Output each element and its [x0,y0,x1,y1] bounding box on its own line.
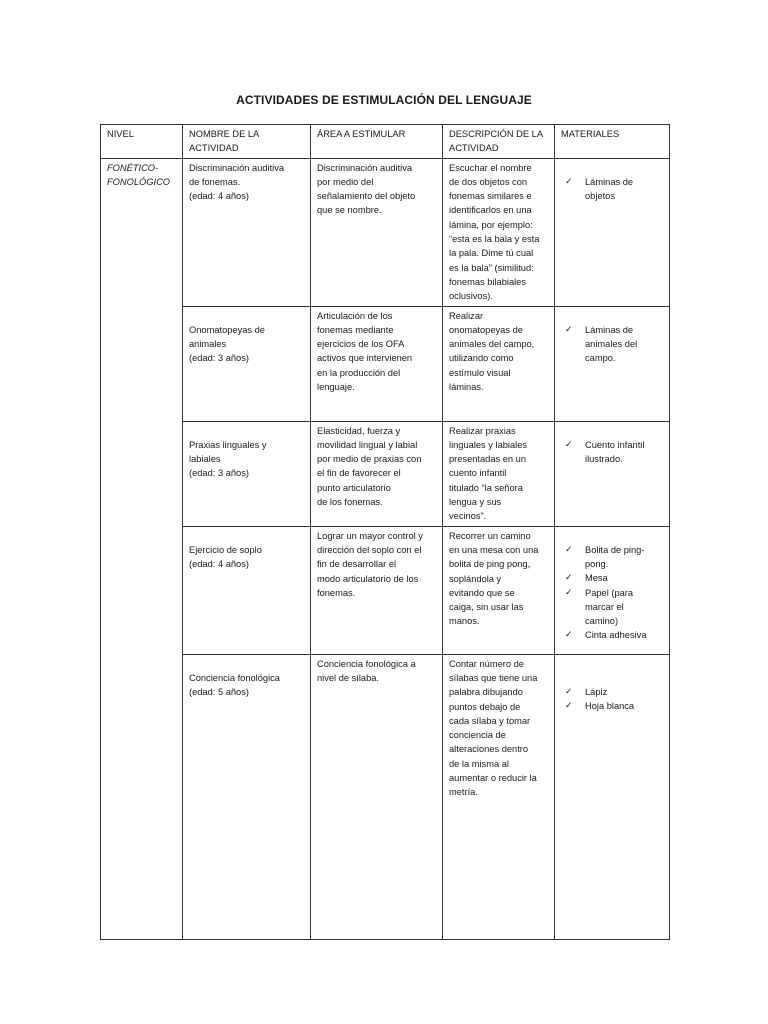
area-cell: Articulación de los fonemas mediante ejercicios de los OFA activos que intervienen en la producción del lenguaje. [311,306,443,421]
table-row [101,421,670,526]
material-item: ✓ Hoja blanca [565,699,663,713]
header-nombre: NOMBRE DE LA ACTIVIDAD [183,125,311,159]
material-item: ✓ Cinta adhesiva [565,628,663,642]
checkmark-icon: ✓ [565,700,573,711]
area-cell: Discriminación auditiva por medio del señalamiento del objeto que se nombre. [311,158,443,306]
materials-list [565,438,663,467]
materials-list [565,175,663,204]
checkmark-icon: ✓ [565,324,573,335]
material-item: ✓ Lápiz [565,685,663,699]
area-cell: Conciencia fonológica a nivel de sílaba. [311,654,443,939]
table-row [101,158,670,306]
document-title: ACTIVIDADES DE ESTIMULACIÓN DEL LENGUAJE [236,93,532,107]
checkmark-icon: ✓ [565,544,573,555]
materials-list [565,323,663,366]
nombre-cell: Onomatopeyas de animales (edad: 3 años) [183,306,311,421]
checkmark-icon: ✓ [565,686,573,697]
material-item: ✓ Láminas de objetos [565,176,634,201]
nombre-cell: Praxias linguales y labiales (edad: 3 años) [183,421,311,526]
material-item: ✓ Cuento infantil ilustrado. [565,439,645,464]
header-descripcion: DESCRIPCIÓN DE LA ACTIVIDAD [443,125,555,159]
material-item: ✓ Papel (para marcar el camino) [565,587,634,627]
header-nivel: NIVEL [101,125,183,159]
table-row [101,526,670,654]
table-row [101,654,670,939]
nombre-cell: Conciencia fonológica (edad: 5 años) [183,654,311,939]
activities-table [100,124,670,940]
checkmark-icon: ✓ [565,176,573,187]
table-header-row [101,125,670,159]
descripcion-cell: Realizar onomatopeyas de animales del campo, utilizando como estímulo visual láminas. [443,306,555,421]
materiales-cell [555,421,670,526]
material-item: ✓ Láminas de animales del campo. [565,324,638,364]
checkmark-icon: ✓ [565,439,573,450]
materiales-cell [555,654,670,939]
material-item: ✓ Mesa [565,571,663,585]
materiales-cell [555,158,670,306]
header-area: ÁREA A ESTIMULAR [311,125,443,159]
table-row [101,306,670,421]
materials-list [565,685,663,714]
area-cell: Elasticidad, fuerza y movilidad lingual y labial por medio de praxias con el fin de favorecer el punto articulatorio de los fonemas. [311,421,443,526]
area-cell: Lograr un mayor control y dirección del soplo con el fin de desarrollar el modo articulatorio de los fonemas. [311,526,443,654]
descripcion-cell: Recorrer un camino en una mesa con una bolita de ping pong, soplándola y evitando que se caiga, sin usar las manos. [443,526,555,654]
descripcion-cell: Realizar praxias linguales y labiales presentadas en un cuento infantil titulado “la señora lengua y sus vecinos”. [443,421,555,526]
materiales-cell [555,526,670,654]
nombre-cell: Ejercicio de soplo (edad: 4 años) [183,526,311,654]
checkmark-icon: ✓ [565,630,573,641]
checkmark-icon: ✓ [565,587,573,598]
header-materiales: MATERIALES [555,125,670,159]
materiales-cell [555,306,670,421]
nombre-cell: Discriminación auditiva de fonemas. (edad: 4 años) [183,158,311,306]
descripcion-cell: Contar número de sílabas que tiene una palabra dibujando puntos debajo de cada sílaba y tomar conciencia de alteraciones dentro de la misma al aumentar o reducir la metría. [443,654,555,939]
nivel-cell: FONÉTICO- FONOLÓGICO [101,158,183,939]
descripcion-cell: Escuchar el nombre de dos objetos con fonemas similares e identificarlos en una lámina, por ejemplo: “esta es la bala y esta la pala. Dime tú cual es la bala” (similitud: fonemas bilabiales oclusivos). [443,158,555,306]
material-item: ✓ Bolita de ping- pong. [565,544,645,569]
materials-list [565,543,663,643]
checkmark-icon: ✓ [565,573,573,584]
